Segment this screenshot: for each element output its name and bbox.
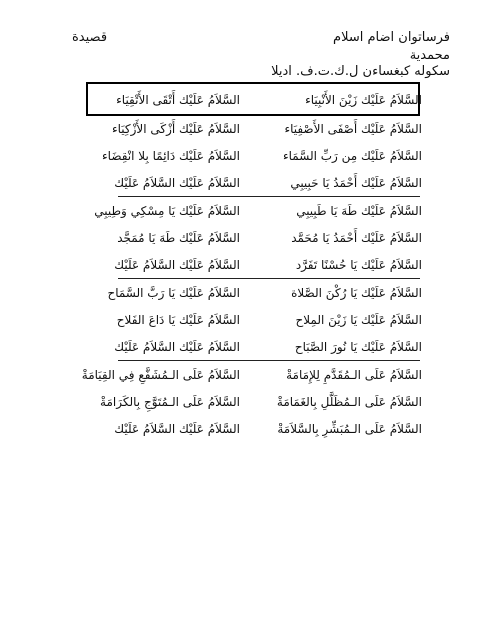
verse-right: السَّلاَمُ عَلَيْك زَيْنَ الأَنْبِيَاء (305, 93, 422, 107)
verse-left: السَّلاَمُ عَلَيْك طَهَ يَا مُمَجَّد (117, 231, 240, 245)
verse-left: السَّلاَمُ عَلَيْك يَا دَاعَ الفَلاح (116, 313, 240, 327)
verse-row (0, 88, 495, 112)
verse-right: السَّلاَمُ عَلَيْك أَصْفَى الأَصْفِيَاء (284, 122, 422, 136)
verse-row (0, 308, 495, 332)
verse-right: السَّلاَمُ عَلَى الـمُقَدَّمِ لِلإِمَامَةْ (286, 368, 422, 382)
verse-left: السَّلاَمُ عَلَيْك السَّلاَمُ عَلَيْك (114, 176, 240, 190)
header-subtitle: محمدية (409, 48, 450, 63)
verse-right: السَّلاَمُ عَلَيْك طَهَ يَا طَبِيبِي (296, 204, 422, 218)
section-divider (118, 360, 420, 361)
verse-right: السَّلاَمُ عَلَيْك يَا حُسْنًا تَفَرَّد (295, 258, 422, 272)
header-qasida: قصيدة (72, 30, 108, 45)
verse-row (0, 390, 495, 414)
verse-row (0, 363, 495, 387)
verse-row (0, 117, 495, 141)
verse-right: السَّلاَمُ عَلَيْك يَا نُورَ الصَّبَاح (294, 340, 422, 354)
verse-right: السَّلاَمُ عَلَى الـمُظَلَّلِ بِالغَمَامَةْ (276, 395, 422, 409)
verse-row (0, 144, 495, 168)
verse-left: السَّلاَمُ عَلَى الـمُشَفَّعِ فِي القِيَامَةْ (81, 368, 240, 382)
verse-left: السَّلاَمُ عَلَيْك يَا مِسْكِي وَطِيبِي (94, 204, 240, 218)
verse-row (0, 226, 495, 250)
verse-right: السَّلاَمُ عَلَيْك يَا رُكْنَ الصَّلاة (291, 286, 422, 300)
section-divider (118, 196, 420, 197)
verse-row (0, 253, 495, 277)
verse-left: السَّلاَمُ عَلَيْك السَّلاَمُ عَلَيْك (114, 422, 240, 436)
header-title: فرساتوان اضام اسلام (333, 30, 450, 45)
verse-row (0, 281, 495, 305)
verse-row (0, 171, 495, 195)
verse-left: السَّلاَمُ عَلَيْك أَتْقَى الأَتْقِيَاء (116, 93, 240, 107)
verse-left: السَّلاَمُ عَلَى الـمُتَوَّجِ بِالكَرَامَةْ (100, 395, 240, 409)
verse-row (0, 417, 495, 441)
section-divider (118, 278, 420, 279)
verse-row (0, 335, 495, 359)
verse-left: السَّلاَمُ عَلَيْك دَائِمًا بِلا انْقِضَاء (102, 149, 240, 163)
verse-left: السَّلاَمُ عَلَيْك يَا رَبَّ السَّمَاح (107, 286, 240, 300)
verse-left: السَّلاَمُ عَلَيْك السَّلاَمُ عَلَيْك (114, 258, 240, 272)
header-school: سكوله كبغساءن ل.ك.ت.ف. اديلا (271, 64, 450, 79)
verse-right: السَّلاَمُ عَلَيْك أَحْمَدُ يَا حَبِيبِي (290, 176, 422, 190)
verse-row (0, 199, 495, 223)
verse-left: السَّلاَمُ عَلَيْك السَّلاَمُ عَلَيْك (114, 340, 240, 354)
verse-left: السَّلاَمُ عَلَيْك أَزْكَى الأَزْكِيَاء (111, 122, 240, 136)
verse-right: السَّلاَمُ عَلَيْك مِن رَبِّ السَّمَاء (283, 149, 422, 163)
verse-right: السَّلاَمُ عَلَيْك أَحْمَدُ يَا مُحَمَّد (291, 231, 422, 245)
verse-right: السَّلاَمُ عَلَى الـمُبَشِّرِ بِالسَّلاَمَةْ (277, 422, 422, 436)
verse-right: السَّلاَمُ عَلَيْك يَا زَيْنَ المِلاح (295, 313, 422, 327)
